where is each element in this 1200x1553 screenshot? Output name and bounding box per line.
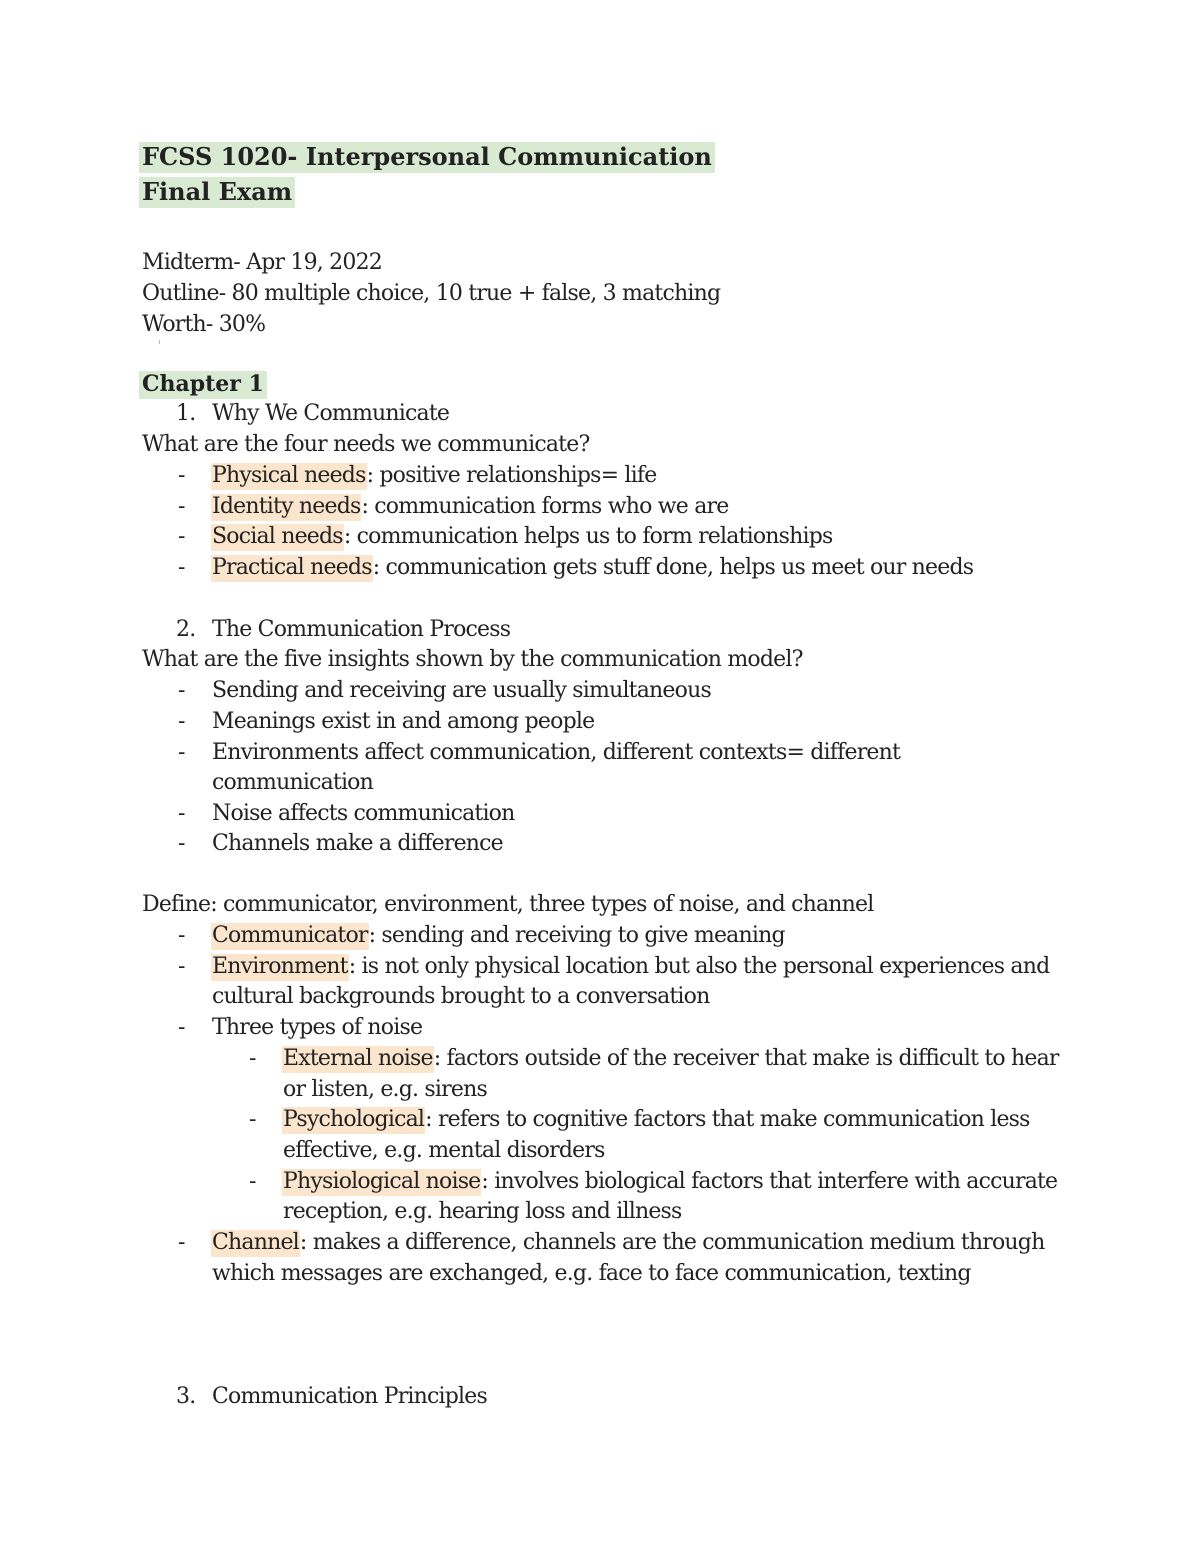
exam-title: Final Exam xyxy=(142,177,295,207)
chapter-heading: Chapter 1 xyxy=(142,369,267,399)
exam-date: Midterm- Apr 19, 2022 xyxy=(142,250,382,275)
highlighted-term: Identity needs xyxy=(212,494,361,519)
list-item-continuation: effective, e.g. mental disorders xyxy=(283,1138,605,1163)
course-title: FCSS 1020- Interpersonal Communication xyxy=(142,142,715,172)
highlighted-term: Psychological xyxy=(283,1107,425,1132)
highlighted-term: Environment xyxy=(212,954,348,979)
highlighted-term: External noise xyxy=(283,1046,433,1071)
list-item-continuation: which messages are exchanged, e.g. face to face communication, texting xyxy=(212,1261,971,1286)
list-item-continuation: communication xyxy=(212,770,373,795)
section-2-question: What are the five insights shown by the communication model? xyxy=(142,647,803,672)
stray-mark xyxy=(159,340,160,344)
section-1-question: What are the four needs we communicate? xyxy=(142,432,590,457)
highlighted-term: Physiological noise xyxy=(283,1169,481,1194)
list-item-continuation: or listen, e.g. sirens xyxy=(283,1077,487,1102)
highlighted-term: Channel xyxy=(212,1230,299,1255)
list-item-continuation: reception, e.g. hearing loss and illness xyxy=(283,1199,682,1224)
define-prompt: Define: communicator, environment, three types of noise, and channel xyxy=(142,892,874,917)
exam-worth: Worth- 30% xyxy=(142,312,266,337)
exam-outline: Outline- 80 multiple choice, 10 true + false, 3 matching xyxy=(142,281,721,306)
list-item-continuation: cultural backgrounds brought to a conversation xyxy=(212,984,710,1009)
highlighted-term: Social needs xyxy=(212,524,343,549)
document-page: FCSS 1020- Interpersonal Communication Final Exam Midterm- Apr 19, 2022 Outline- 80 multiple choice, 10 true + false, 3 matching Worth- 30% Chapter 1 1. Why We Communicate What are the four needs we communicate? - Physical needs: positive relationships= life - Identity needs: communication forms who we are - Social needs: communication helps us to form relationships - Practical needs: communication gets stuff done, helps us meet our needs 2. The Communication Process What are the five insights shown by the communication model? - Sending and receiving are usually simultaneous - Meanings exist in and among people - Environments affect communication, different contexts= different communication - Noise affects communication - Channels make a difference Define: communicator, environment, three types of noise, and channel - Communicator: sending and receiving to give meaning - Environment: is not only physical location but also the personal experiences and cultural backgrounds brought to a conversation - Three types of noise - External noise: factors outside of the receiver that make is difficult to hear or listen, e.g. sirens - Psychological: refers to cognitive factors that make communication less effective, e.g. mental disorders - Physiological noise: involves biological factors that interfere with accurate reception, e.g. hearing loss and illness - Channel: makes a difference, channels are the communication medium through which messages are exchanged, e.g. face to face communication, texting 3. Communication Principles xyxy=(0,0,1200,1553)
highlighted-term: Practical needs xyxy=(212,555,372,580)
highlighted-term: Physical needs xyxy=(212,463,366,488)
highlighted-term: Communicator xyxy=(212,923,368,948)
